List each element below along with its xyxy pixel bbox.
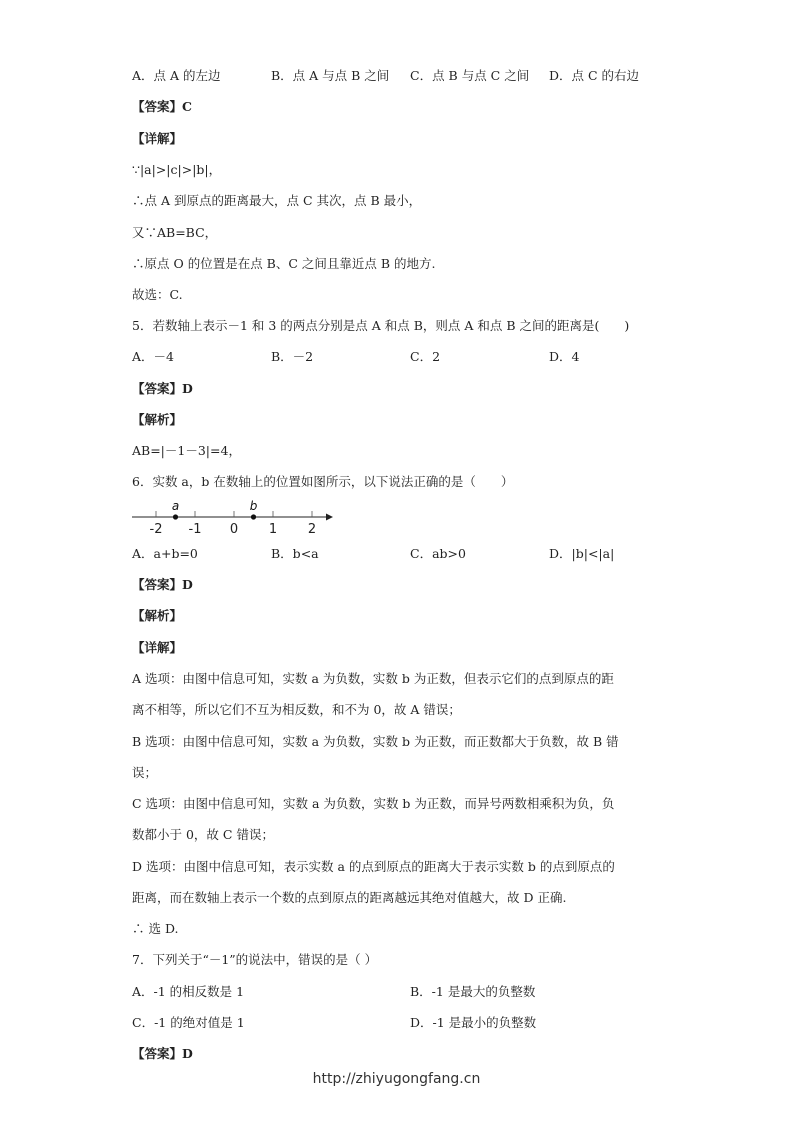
q5-option-a: A．－4 (132, 349, 174, 364)
q6-detail-line: C 选项：由图中信息可知，实数 a 为负数，实数 b 为正数，而异号两数相乘积为负，负 (132, 796, 615, 811)
q7-option-a: A．-1 的相反数是 1 (132, 984, 245, 999)
q6-option-d: D．|b|<|a| (549, 546, 615, 561)
q4-detail-label: 【详解】 (132, 131, 183, 146)
number-line-point (173, 514, 178, 519)
q4-detail-line: 故选：C. (132, 287, 183, 302)
q6-detail-line: 距离，而在数轴上表示一个数的点到原点的距离越远其绝对值越大，故 D 正确. (132, 890, 567, 905)
q5-answer: 【答案】D (132, 381, 193, 396)
q7-option-c: C．-1 的绝对值是 1 (132, 1015, 245, 1030)
axis-tick-label: 0 (229, 522, 239, 537)
axis-tick-label: -1 (188, 522, 202, 537)
number-line-point-label: a (171, 499, 180, 513)
q4-detail-line: ∴点 A 到原点的距离最大，点 C 其次，点 B 最小， (132, 193, 422, 208)
q7-stem: 7．下列关于“－1”的说法中，错误的是（ ） (132, 952, 378, 967)
q6-stem: 6．实数 a，b 在数轴上的位置如图所示，以下说法正确的是（ ） (132, 474, 514, 489)
q6-detail-line: A 选项：由图中信息可知，实数 a 为负数，实数 b 为正数，但表示它们的点到原点的距 (132, 671, 614, 686)
q5-option-c: C．2 (410, 349, 441, 364)
q4-option-d: D．点 C 的右边 (549, 68, 640, 83)
q6-detail-line: B 选项：由图中信息可知，实数 a 为负数，实数 b 为正数，而正数都大于负数，故 B 错 (132, 734, 619, 749)
q4-detail-line: ∵|a|>|c|>|b|， (132, 162, 222, 177)
q6-detail-line: 离不相等，所以它们不互为相反数，和不为 0，故 A 错误； (132, 702, 461, 717)
number-line-point (251, 514, 256, 519)
q6-analysis-label: 【解析】 (132, 608, 183, 623)
q6-detail-line: 误； (132, 765, 158, 780)
q5-analysis-line: AB=|－1－3|=4， (132, 443, 241, 458)
q6-option-b: B．b<a (271, 546, 319, 561)
q6-detail-line: D 选项：由图中信息可知，表示实数 a 的点到原点的距离大于表示实数 b 的点到原点的 (132, 859, 615, 874)
q6-detail-label: 【详解】 (132, 640, 183, 655)
q5-stem: 5．若数轴上表示－1 和 3 的两点分别是点 A 和点 B，则点 A 和点 B 之间的距离是( ) (132, 318, 630, 333)
axis-tick-label: -2 (149, 522, 163, 537)
q5-analysis-label: 【解析】 (132, 412, 183, 427)
q7-option-b: B．-1 是最大的负整数 (410, 984, 536, 999)
q4-detail-line: ∴原点 O 的位置是在点 B、C 之间且靠近点 B 的地方. (132, 256, 436, 271)
q4-option-b: B．点 A 与点 B 之间 (271, 68, 390, 83)
q4-detail-line: 又∵AB=BC， (132, 225, 218, 240)
footer-url: http://zhiyugongfang.cn (312, 1071, 481, 1087)
q5-option-b: B．－2 (271, 349, 314, 364)
q5-option-d: D．4 (549, 349, 580, 364)
number-line-point-label: b (249, 499, 258, 513)
q6-detail-line: 数都小于 0，故 C 错误； (132, 827, 274, 842)
q7-option-d: D．-1 是最小的负整数 (410, 1015, 537, 1030)
axis-arrow-icon (326, 514, 333, 521)
axis-tick-label: 2 (307, 522, 317, 537)
q4-option-a: A．点 A 的左边 (132, 68, 221, 83)
q4-option-c: C．点 B 与点 C 之间 (410, 68, 530, 83)
q4-answer: 【答案】C (132, 99, 192, 114)
q6-option-c: C．ab>0 (410, 546, 466, 561)
axis-tick-label: 1 (268, 522, 278, 537)
q6-option-a: A．a+b=0 (132, 546, 198, 561)
q6-detail-line: ∴ 选 D. (132, 921, 179, 936)
q6-answer: 【答案】D (132, 577, 193, 592)
number-line-figure (130, 498, 345, 540)
q7-answer: 【答案】D (132, 1046, 193, 1061)
